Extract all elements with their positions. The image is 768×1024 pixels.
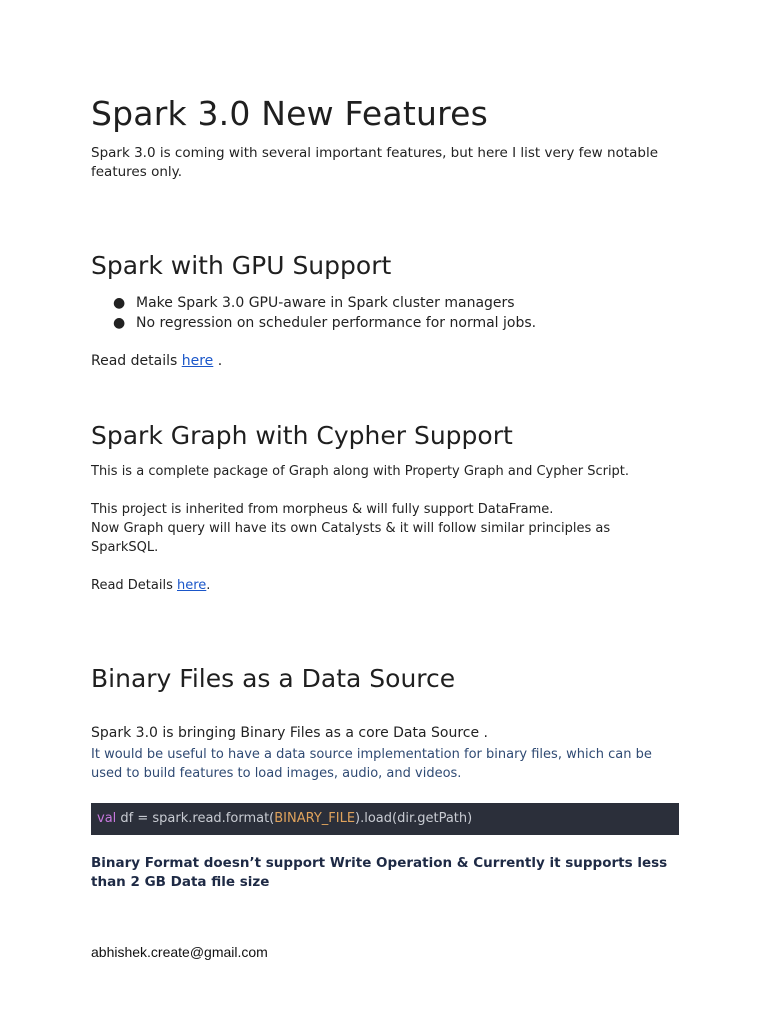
bullet-icon: ● [113,315,126,331]
graph-read-details: Read Details here. [91,578,211,593]
graph-paragraph-1: This is a complete package of Graph along with Property Graph and Cypher Script. [91,464,630,479]
graph-details-link[interactable]: here [177,578,207,593]
graph-paragraph-2-line-1: This project is inherited from morpheus & will fully support DataFrame. [91,502,554,517]
graph-paragraph-2-line-2: Now Graph query will have its own Catalysts & it will follow similar principles as SparkSQL. [91,521,611,555]
code-part-1: df = spark.read.format( [116,811,275,826]
binary-line-1: Spark 3.0 is bringing Binary Files as a core Data Source . [91,725,489,741]
binary-note: Binary Format doesn’t support Write Operation & Currently it supports less than 2 GB Data file size [91,855,668,890]
code-argument: BINARY_FILE [274,811,356,826]
gpu-bullet-list [91,293,681,333]
code-part-2: ).load(dir.getPath) [355,811,473,826]
graph-section-heading: Spark Graph with Cypher Support [91,421,513,450]
list-item: ● Make Spark 3.0 GPU-aware in Spark cluster managers [113,295,515,311]
list-item: ● No regression on scheduler performance for normal jobs. [113,315,537,331]
bullet-icon: ● [113,295,126,311]
gpu-section-heading: Spark with GPU Support [91,251,392,280]
page-title: Spark 3.0 New Features [91,94,489,133]
code-keyword: val [97,811,117,826]
intro-paragraph: Spark 3.0 is coming with several important features, but here I list very few notable features only. [91,145,659,180]
code-block [91,803,679,835]
gpu-details-link[interactable]: here [181,353,214,369]
binary-section-heading: Binary Files as a Data Source [91,664,456,693]
footer-email: abhishek.create@gmail.com [91,944,268,960]
binary-line-2: It would be useful to have a data source implementation for binary files, which can be used to build features to load images, audio, and videos. [91,747,652,781]
gpu-read-details: Read details here . [91,353,223,369]
